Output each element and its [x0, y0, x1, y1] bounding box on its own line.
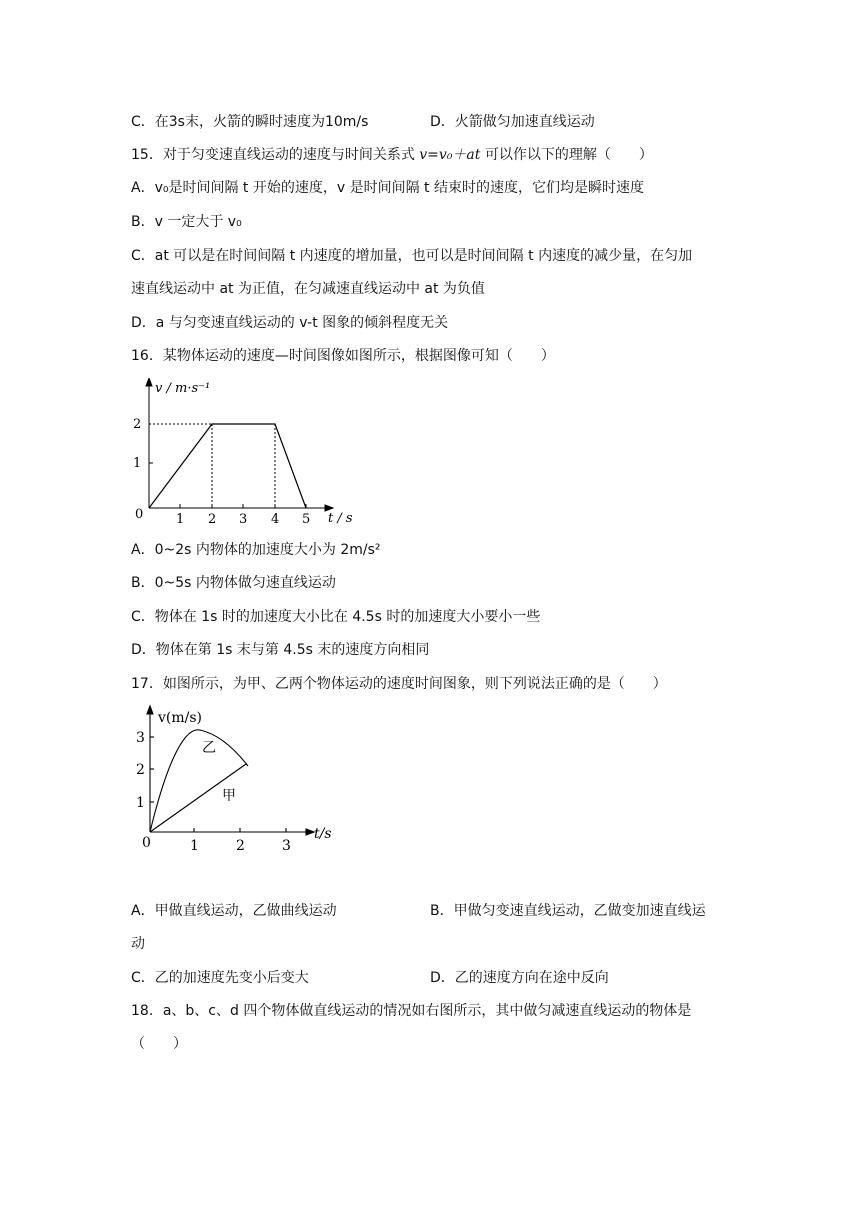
q15-option-c-line2: 速直线运动中 at 为正值，在匀减速直线运动中 at 为负值 [131, 281, 485, 297]
q17-y-arrow [147, 706, 153, 714]
q17-series-yi [150, 730, 248, 832]
q15-option-c-line1: C．at 可以是在时间间隔 t 内速度的增加量，也可以是时间间隔 t 内速度的减少量，在匀加 [131, 248, 693, 264]
q16-option-c: C．物体在 1s 时的加速度大小比在 4.5s 时的加速度大小要小一些 [131, 609, 541, 625]
q15-stem-pre: 15．对于匀变速直线运动的速度与时间关系式 [131, 147, 420, 163]
q16-series-line [149, 424, 306, 508]
q17-xlabel: t/s [314, 826, 332, 842]
q15-option-a: A．v₀是时间间隔 t 开始的速度，v 是时间间隔 t 结束时的速度，它们均是瞬时速度 [131, 180, 644, 196]
q18-stem-answer: （ ） [131, 1036, 187, 1052]
q15-option-b: B．v 一定大于 v₀ [131, 214, 242, 230]
q17-option-b: B．甲做匀变速直线运动，乙做变加速直线运 [430, 903, 706, 919]
q16-xtick-1: 1 [176, 512, 185, 527]
q17-label-jia: 甲 [222, 788, 236, 804]
q16-option-d: D．物体在第 1s 末与第 4.5s 末的速度方向相同 [131, 642, 430, 658]
q17-option-c: C．乙的加速度先变小后变大 [131, 970, 309, 986]
q17-ytick-2: 2 [136, 762, 145, 778]
q17-option-a: A．甲做直线运动，乙做曲线运动 [131, 903, 337, 919]
q16-ylabel: v / m·s⁻¹ [155, 381, 211, 396]
q16-xtick-5: 5 [302, 512, 311, 527]
q17-ylabel: v(m/s) [158, 710, 203, 726]
q17-option-d: D．乙的速度方向在途中反向 [430, 970, 609, 986]
q18-stem: 18．a、b、c、d 四个物体做直线运动的情况如右图所示，其中做匀减速直线运动的物体是 [131, 1003, 692, 1019]
q16-option-b: B．0~5s 内物体做匀速直线运动 [131, 575, 336, 591]
q15-stem [131, 145, 653, 165]
q17-vt-graph [130, 704, 350, 854]
q16-ytick-1: 1 [133, 456, 142, 471]
q16-stem: 16．某物体运动的速度—时间图像如图所示，根据图像可知（ ） [131, 348, 555, 364]
q16-y-arrow [146, 378, 152, 386]
q17-option-b-wrap: 动 [131, 936, 145, 952]
q17-ytick-1: 1 [136, 795, 145, 811]
q15-stem-post: 可以作以下的理解（ ） [480, 147, 653, 163]
q16-xtick-4: 4 [271, 512, 280, 527]
q17-xtick-3: 3 [282, 838, 291, 854]
q17-xtick-2: 2 [236, 838, 245, 854]
q17-x-arrow [306, 829, 314, 835]
q17-ytick-3: 3 [136, 730, 145, 746]
q14-option-d: D．火箭做匀加速直线运动 [430, 114, 595, 130]
q16-option-a: A．0~2s 内物体的加速度大小为 2m/s² [131, 542, 381, 558]
q15-option-d: D．a 与匀变速直线运动的 v-t 图象的倾斜程度无关 [131, 315, 449, 331]
q17-stem: 17．如图所示，为甲、乙两个物体运动的速度时间图象，则下列说法正确的是（ ） [131, 676, 667, 692]
q17-xtick-1: 1 [190, 838, 199, 854]
q17-origin: 0 [142, 835, 151, 851]
q16-vt-graph [125, 378, 365, 528]
q16-xtick-2: 2 [208, 512, 217, 527]
q15-formula: v=v₀＋at [419, 147, 481, 163]
q14-option-c: C．在3s末，火箭的瞬时速度为10m/s [131, 114, 369, 130]
q16-xlabel: t / s [328, 511, 353, 526]
q16-ytick-2: 2 [133, 417, 142, 432]
q16-origin: 0 [135, 507, 144, 522]
q16-xtick-3: 3 [239, 512, 248, 527]
q17-label-yi: 乙 [202, 740, 216, 756]
